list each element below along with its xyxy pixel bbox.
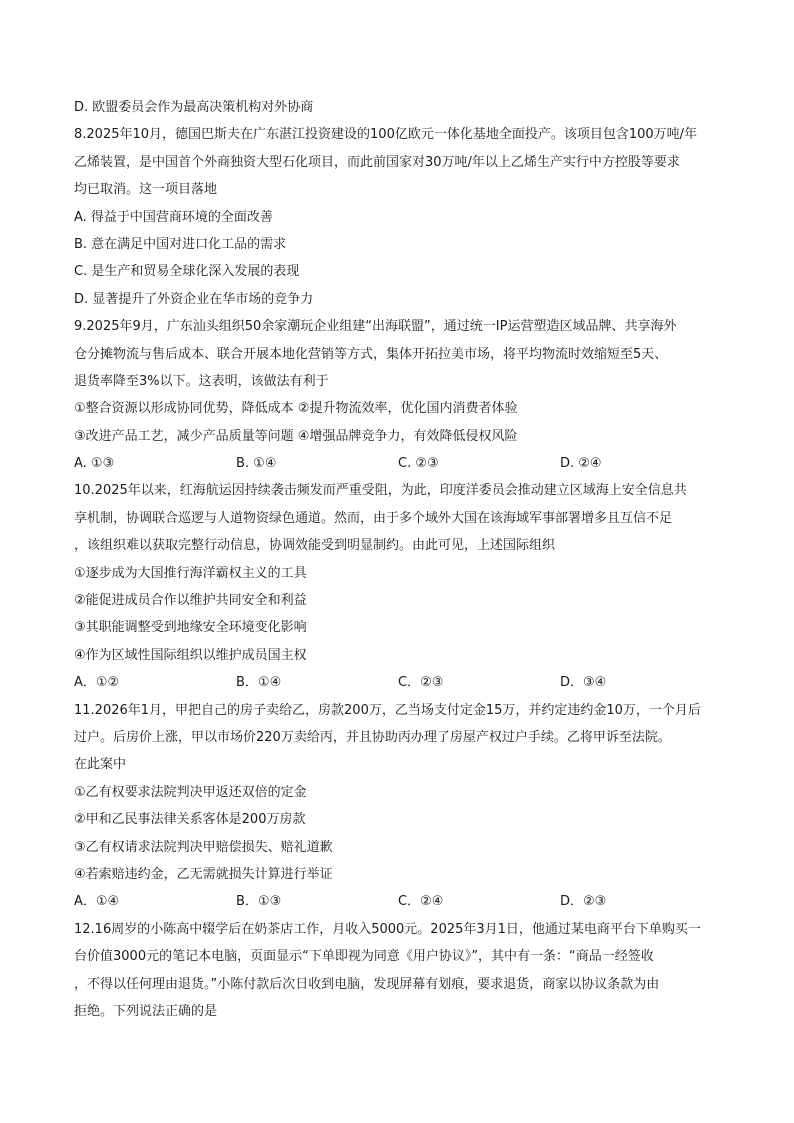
q10-stem-line: 10.2025年以来，红海航运因持续袭击频发而严重受阻，为此，印度洋委员会推动建立区域海上安全信息共	[74, 483, 687, 499]
q12-stem-line: 台价值3000元的笔记本电脑，页面显示“下单即视为同意《用户协议》”，其中有一条：“商品一经签收	[74, 949, 654, 965]
q10-stem-line: ，该组织难以获取完整行动信息，协调效能受到明显制约。由此可见，上述国际组织	[74, 538, 556, 554]
q11-choice-a: A．①④	[74, 894, 120, 910]
q12-stem-line: ，不得以任何理由退货。”小陈付款后次日收到电脑，发现屏幕有划痕，要求退货，商家以协议条款为由	[74, 976, 660, 992]
q10-choice-a: A．①②	[74, 675, 120, 691]
q9-choices	[74, 450, 734, 477]
q10-stem-line: 享机制，协调联合巡逻与人道物资绿色通道。然而，由于多个域外大国在该海域军事部署增多且互信不足	[74, 510, 673, 526]
q9-choice-c: C. ②③	[398, 456, 439, 472]
q11-choice-c: C．②④	[398, 894, 444, 910]
q9-choice-b: B. ①④	[236, 456, 277, 472]
q9-choice-a: A. ①③	[74, 456, 115, 472]
q9-stem-line: 9.2025年9月，广东汕头组织50余家潮玩企业组建“出海联盟”，通过统一IP运营塑造区域品牌、共享海外	[74, 319, 677, 335]
q8-stem-line: 8.2025年10月，德国巴斯夫在广东湛江投资建设的100亿欧元一体化基地全面投产。该项目包含100万吨/年	[74, 127, 698, 143]
q10-choices	[74, 669, 734, 696]
q7-option-d: D. 欧盟委员会作为最高决策机构对外协商	[74, 100, 314, 115]
q8-option-c: C. 是生产和贸易全球化深入发展的表现	[74, 264, 300, 280]
q11-statement-3: ③乙有权请求法院判决甲赔偿损失、赔礼道歉	[74, 839, 333, 855]
q10-statement-4: ④作为区域性国际组织以维护成员国主权	[74, 647, 307, 663]
q9-choice-d: D. ②④	[560, 456, 602, 472]
q11-statement-1: ①乙有权要求法院判决甲返还双倍的定金	[74, 784, 307, 800]
q11-choices	[74, 888, 734, 915]
q10-choice-b: B．①④	[236, 675, 282, 691]
q10-statement-1: ①逐步成为大国推行海洋霸权主义的工具	[74, 565, 307, 581]
q11-stem-line: 过户。后房价上涨，甲以市场价220万卖给丙，并且协助丙办理了房屋产权过户手续。乙将甲诉至法院。	[74, 729, 671, 745]
q9-stem-line: 仓分摊物流与售后成本、联合开展本地化营销等方式，集体开拓拉美市场，将平均物流时效缩短至5天、	[74, 346, 668, 362]
q12-stem-line: 拒绝。下列说法正确的是	[74, 1003, 218, 1019]
q10-statement-3: ③其职能调整受到地缘安全环境变化影响	[74, 620, 307, 636]
q11-stem-line: 11.2026年1月，甲把自己的房子卖给乙，房款200万，乙当场支付定金15万，并约定违约金10万，一个月后	[74, 702, 701, 718]
q8-option-a: A. 得益于中国营商环境的全面改善	[74, 209, 273, 225]
q11-statement-2: ②甲和乙民事法律关系客体是200万房款	[74, 812, 306, 828]
q9-stem-line: 退货率降至3%以下。这表明，该做法有利于	[74, 373, 329, 389]
q8-stem-line: 均已取消。这一项目落地	[74, 182, 218, 198]
q10-choice-c: C．②③	[398, 675, 444, 691]
q8-option-d: D. 显著提升了外资企业在华市场的竞争力	[74, 291, 314, 307]
q9-statement-line: ③改进产品工艺，减少产品质量等问题 ④增强品牌竞争力，有效降低侵权风险	[74, 428, 518, 444]
q11-statement-4: ④若索赔违约金，乙无需就损失计算进行举证	[74, 866, 333, 882]
q9-statement-line: ①整合资源以形成协同优势，降低成本 ②提升物流效率，优化国内消费者体验	[74, 401, 518, 417]
q10-statement-2: ②能促进成员合作以维护共同安全和利益	[74, 593, 307, 609]
q8-option-b: B. 意在满足中国对进口化工品的需求	[74, 236, 287, 252]
q12-stem-line: 12.16周岁的小陈高中辍学后在奶茶店工作，月收入5000元。2025年3月1日，他通过某电商平台下单购买一	[74, 921, 701, 937]
exam-content	[74, 94, 734, 1025]
q11-choice-d: D．②③	[560, 894, 607, 910]
q10-choice-d: D．③④	[560, 675, 607, 691]
q8-stem-line: 乙烯装置，是中国首个外商独资大型石化项目，而此前国家对30万吨/年以上乙烯生产实行中方控股等要求	[74, 154, 680, 170]
q11-choice-b: B．①③	[236, 894, 282, 910]
q11-stem-line: 在此案中	[74, 757, 127, 773]
